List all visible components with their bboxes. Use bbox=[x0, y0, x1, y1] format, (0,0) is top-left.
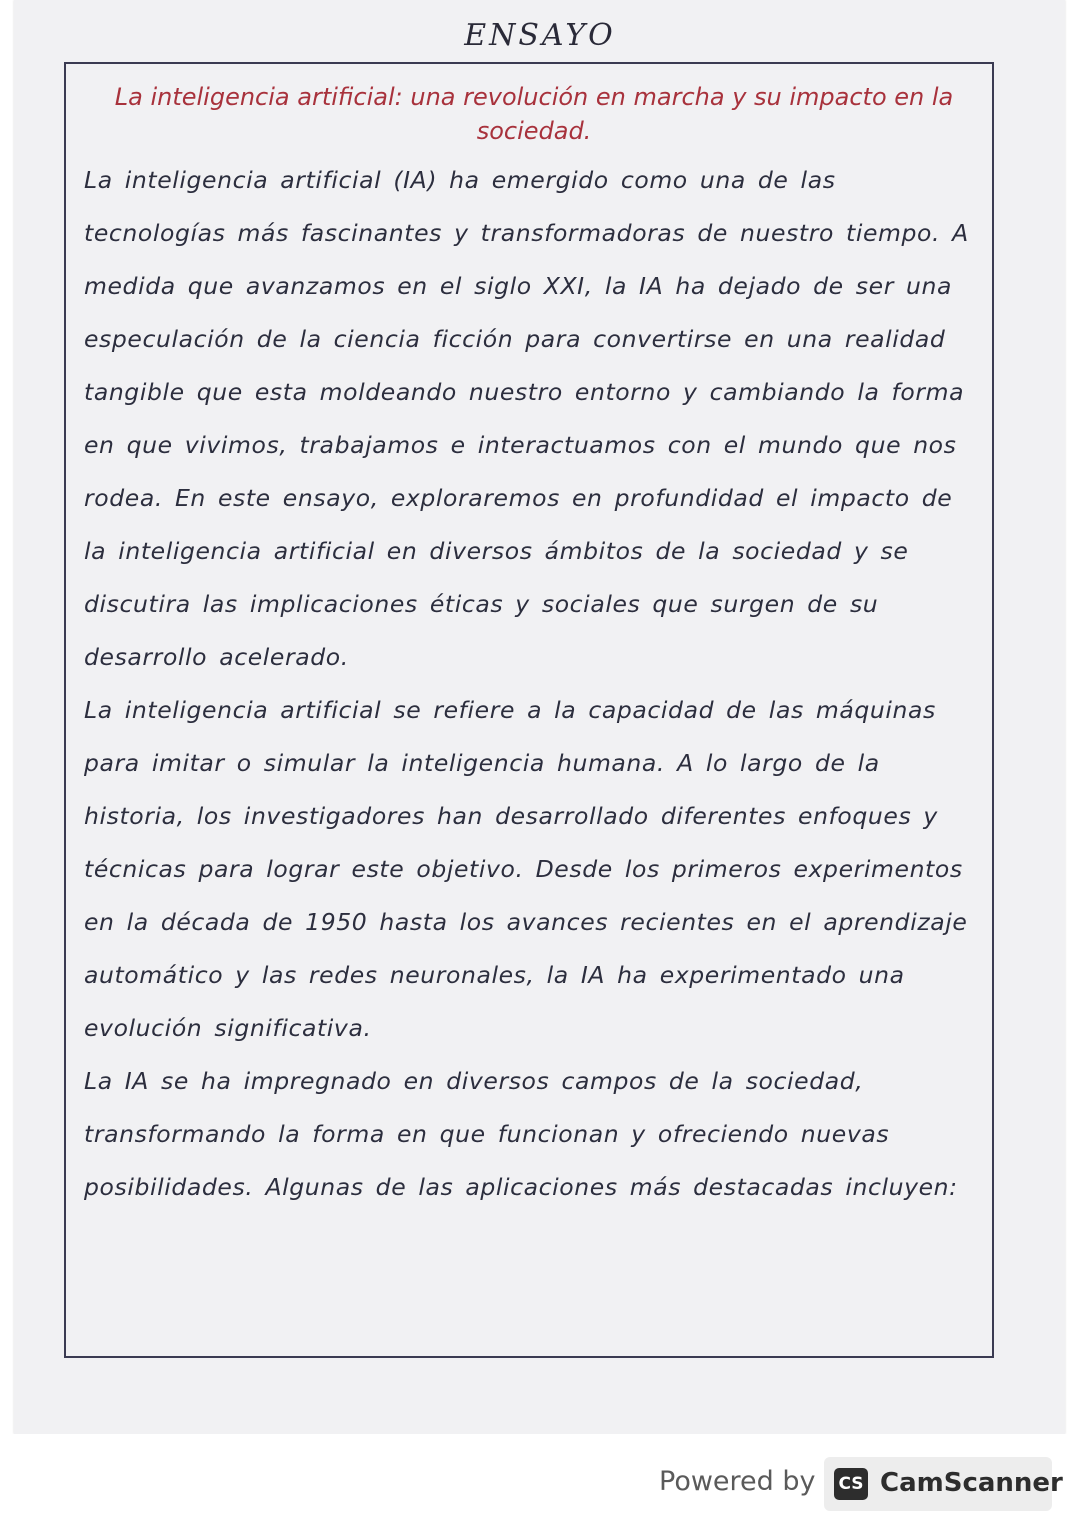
essay-body bbox=[84, 80, 984, 1214]
camscanner-brand-name: CamScanner bbox=[880, 1468, 1063, 1498]
camscanner-logo-icon: CS bbox=[834, 1468, 868, 1500]
essay-paragraph-3: La IA se ha impregnado en diversos campos de la sociedad, transformando la forma en que funcionan y ofreciendo nuevas posibilidades. Algunas de las aplicaciones más destacadas incluyen: bbox=[84, 1067, 958, 1201]
essay-title: La inteligencia artificial: una revolución en marcha y su impacto en la sociedad. bbox=[114, 83, 954, 145]
powered-by-label: Powered by bbox=[659, 1466, 816, 1497]
page-heading: ENSAYO bbox=[464, 18, 616, 53]
essay-paragraph-2: La inteligencia artificial se refiere a la capacidad de las máquinas para imitar o simular la inteligencia humana. A lo largo de la historia, los investigadores han desarrollado diferentes enfoques y técnicas para lograr este objetivo. Desde los primeros experimentos en la década de 1950 hasta los avances recientes en el aprendizaje automático y las redes neuronales, la IA ha experimentado una evolución significativa. bbox=[84, 696, 968, 1042]
essay-paragraph-1: La inteligencia artificial (IA) ha emergido como una de las tecnologías más fascinantes y transformadoras de nuestro tiempo. A medida que avanzamos en el siglo XXI, la IA ha dejado de ser una especulación de la ciencia ficción para convertirse en una realidad tangible que esta moldeando nuestro entorno y cambiando la forma en que vivimos, trabajamos e interactuamos con el mundo que nos rodea. En este ensayo, exploraremos en profundidad el impacto de la inteligencia artificial en diversos ámbitos de la sociedad y se discutira las implicaciones éticas y sociales que surgen de su desarrollo acelerado. bbox=[84, 166, 969, 671]
